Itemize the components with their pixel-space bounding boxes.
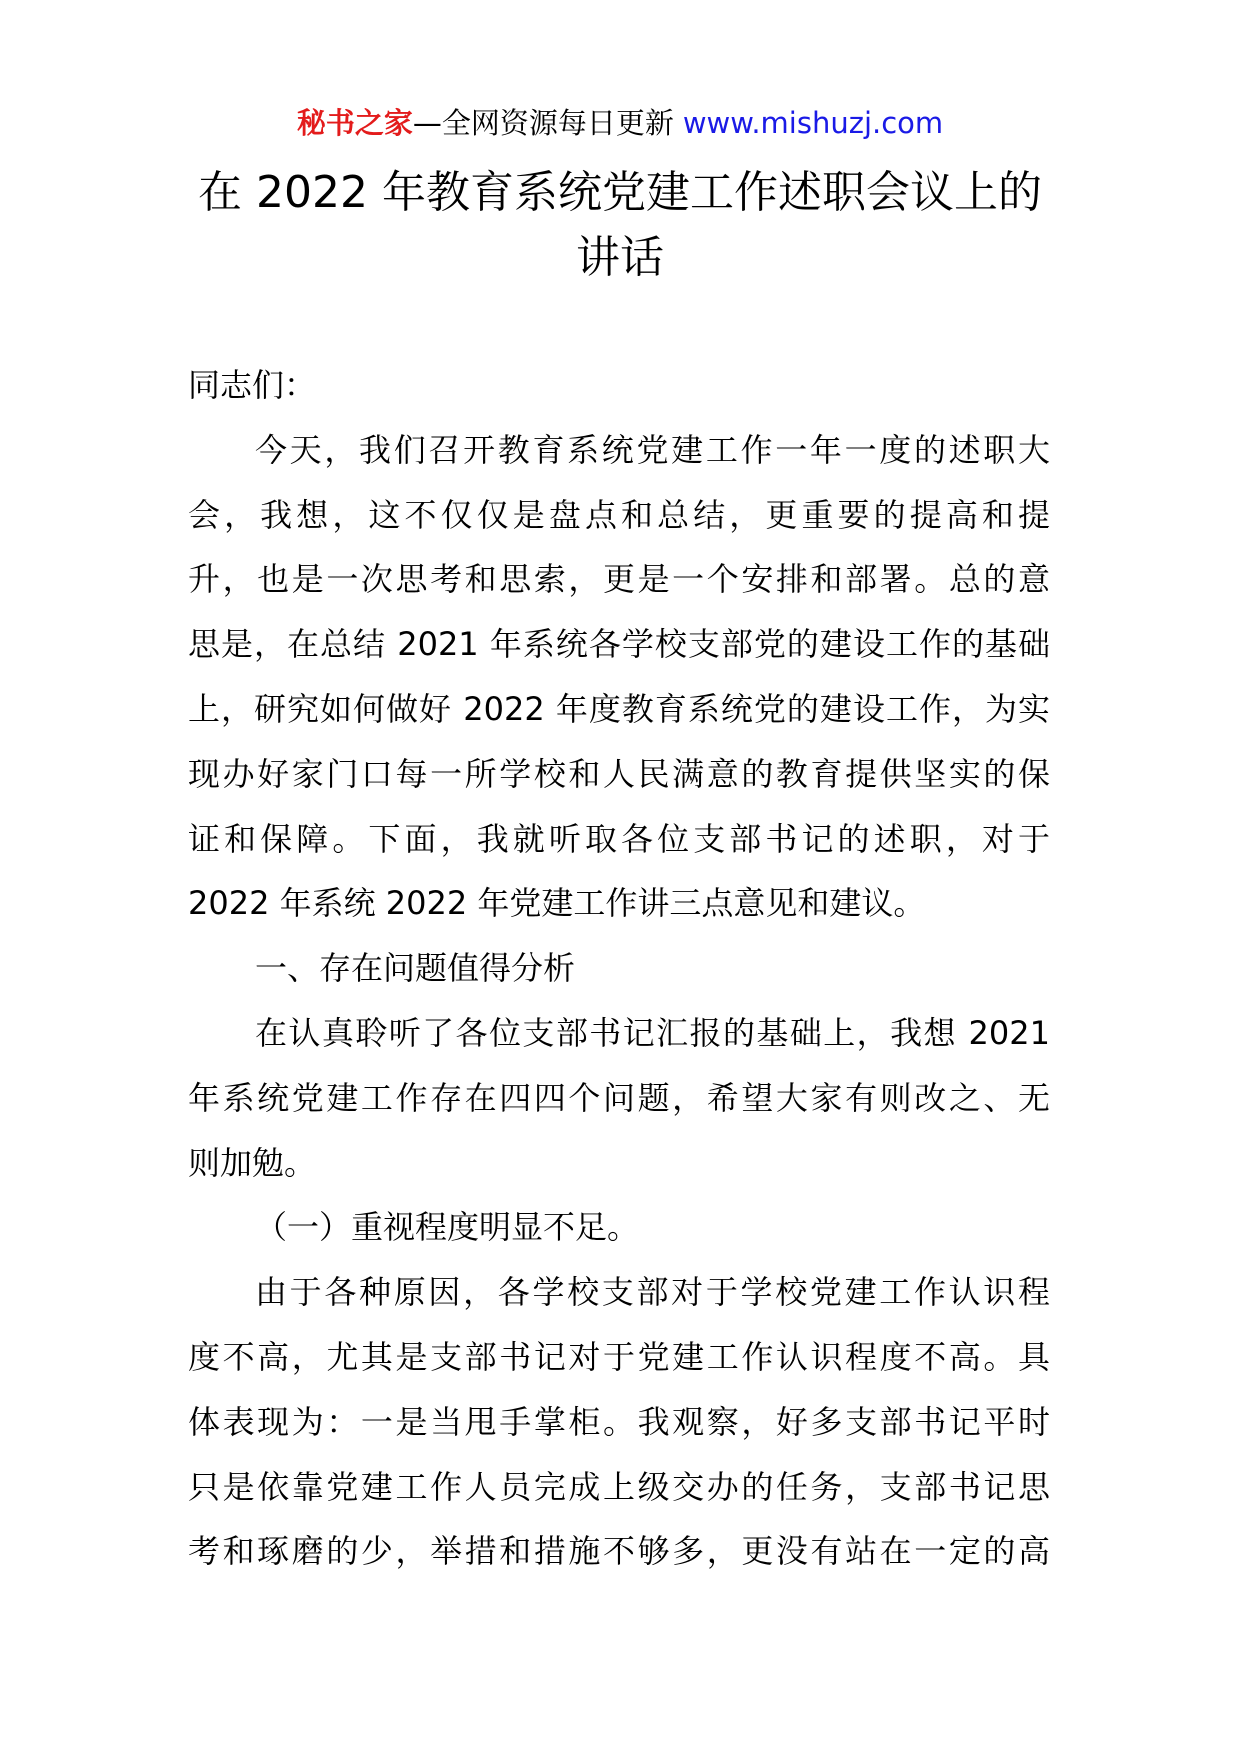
salutation-line: 同志们： [188,366,317,404]
title-line: 讲话 [576,232,664,283]
body-line: 现办好家门口每一所学校和人民满意的教育提供坚实的保 [188,754,1050,793]
body-line: 会，我想，这不仅仅是盘点和总结，更重要的提高和提 [188,495,1050,534]
body-line: 则加勉。 [188,1143,317,1182]
body-line: 体表现为：一是当甩手掌柜。我观察，好多支部书记平时 [188,1402,1050,1441]
body-line: 在认真聆听了各位支部书记汇报的基础上，我想 2021 [255,1013,1050,1052]
paragraph [188,1260,1050,1584]
body-line: 思是，在总结 2021 年系统各学校支部党的建设工作的基础 [188,625,1050,664]
subsection-heading-line: （一）重视程度明显不足。 [255,1208,640,1247]
document-title [0,160,1240,290]
site-brand: 秘书之家 [296,106,413,140]
site-banner [0,105,1240,141]
body-line: 升，也是一次思考和思索，更是一个安排和部署。总的意 [188,560,1050,599]
body-line: 2022 年系统 2022 年党建工作讲三点意见和建议。 [188,884,926,923]
body-line: 考和琢磨的少，举措和措施不够多，更没有站在一定的高 [188,1532,1050,1571]
body-line: 上，研究如何做好 2022 年度教育系统党的建设工作，为实 [188,689,1050,728]
body-line: 由于各种原因，各学校支部对于学校党建工作认识程 [255,1273,1050,1312]
body-line: 今天，我们召开教育系统党建工作一年一度的述职大 [255,430,1050,469]
body-line: 只是依靠党建工作人员完成上级交办的任务，支部书记思 [188,1467,1050,1506]
body-line: 度不高，尤其是支部书记对于党建工作认识程度不高。具 [188,1337,1050,1376]
section-heading [188,936,1050,1001]
subsection-heading [188,1195,1050,1260]
paragraph [188,418,1050,936]
site-tagline: —全网资源每日更新 [412,106,674,140]
salutation [188,353,1050,418]
document-body [188,353,1050,1584]
title-line: 在 2022 年教育系统党建工作述职会议上的 [198,167,1042,218]
body-line: 年系统党建工作存在四四个问题，希望大家有则改之、无 [188,1078,1050,1117]
section-heading-line: 一、存在问题值得分析 [255,949,576,988]
site-url: www.mishuzj.com [682,106,944,140]
body-line: 证和保障。下面，我就听取各位支部书记的述职，对于 [188,819,1050,858]
paragraph [188,1001,1050,1195]
